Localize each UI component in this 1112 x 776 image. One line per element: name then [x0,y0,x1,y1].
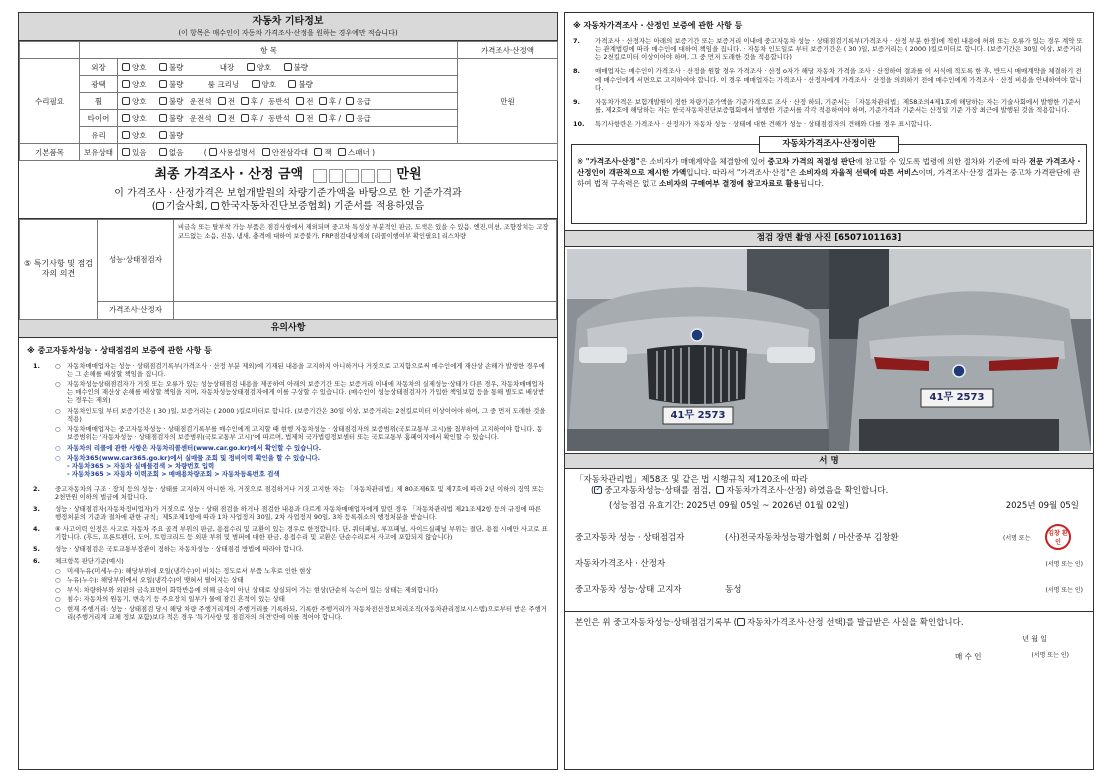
row-name: 외장 [80,59,118,76]
confirm-date: 년 월 일 [1022,634,1047,643]
row-name: 유리 [80,127,118,144]
recall-link[interactable]: 자동차의 리콜에 관한 사항은 자동차리콜센터(www.car.go.kr)에서 확인할 수 있습니다. [67,443,322,452]
etc-table [19,41,558,161]
checkbox[interactable] [241,114,249,122]
caution-item: 5. 성능 · 상태점검은 국토교통부장관이 정하는 자동차성능 · 상태점검 방법에 따라야 합니다. [33,544,304,553]
caution-item: 2. 중고자동차의 구조 · 장치 등의 성능 · 상태를 고지하지 아니한 자, 거짓으로 점검하거나 거짓 고지한 자는 「자동차관리법」제 80조제6호 및 제7호에 따라 2년 이하의 징역 또는 2천만원 이하의 벌금에 처합니다. [33,484,545,501]
checkbox[interactable] [319,114,327,122]
checkbox[interactable] [252,80,260,88]
checkbox[interactable] [319,97,327,105]
sign-row-pricer: 자동차가격조사 · 산정자 (서명 또는 인) [575,558,1083,569]
inspector-label: 성능·상태점검자 [98,219,174,301]
inspector-note: 비금속 또는 탈부착 가능 부품은 점검사항에서 제외되며 중고차 특성상 부분적인 판금, 도색은 있을 수 있음. 엔진,미션, 조향장치는 고장코드없는 소음, 진동, 냄새, 충격에 대하여 보증불가, FRP점검대상제외 [리콜이행여부 확인필요] 리스차량 [174,219,557,301]
checkbox[interactable] [284,63,292,71]
checkbox[interactable] [156,202,164,210]
checkbox[interactable] [288,80,296,88]
caution-item: 4. ⑥ 사고이력 인정은 사고로 자동차 주요 골격 부위의 판금, 용접수리 및 교환이 있는 경우로 한정합니다. 단, 쿼터패널, 루프패널, 사이드실패널 부위는 절단, 용접 시에만 사고로 표기합니다. (후드, 프론트펜더, 도어, 트렁크리드 등 외판 부위 및 범퍼에 대한 판금, 용접수리 및 교환은 단순수리로서 사고에 포함되지 않습니다) [33,524,548,541]
etc-subtitle: (이 항목은 매수인이 자동차 가격조사·산정을 원하는 경우에만 적습니다) [178,28,398,37]
sign-date: 2025년 09월 05일 [1005,500,1079,511]
row-name: 타이어 [80,110,118,127]
row-options: 양호 불량 [118,127,458,144]
amount-digit-box[interactable] [361,169,375,183]
checkbox[interactable] [159,63,167,71]
row-options: 양호 불량 운전석 전 후 / 동반석 전 후 / 응급 [118,93,458,110]
rear-car-image [829,249,1091,451]
amount-digit-box[interactable] [345,169,359,183]
checkbox[interactable] [241,97,249,105]
definition-block [565,136,1093,224]
pricer-label: 가격조사·산정자 [98,301,174,319]
row-name: 광택 [80,76,118,93]
checkbox[interactable] [122,148,130,156]
checkbox[interactable] [122,97,130,105]
checkbox-checked[interactable] [594,486,602,494]
amount-digit-box[interactable] [329,169,343,183]
row-name: 휠 [80,93,118,110]
checkbox[interactable] [122,63,130,71]
right-item: 10. 특기사항란은 가격조사 · 산정자가 자동차 성능 · 상태에 대한 견해가 성능 · 상태점검자의 견해와 다를 경우 표시합니다. [573,120,932,128]
caution-items [19,362,557,621]
caution-item: 1. ○ 자동차매매업자는 성능 · 상태점검기록부(가격조사 · 산정 부분 제외)에 기재된 내용을 고지하지 아니하거나 거짓으로 고지함으로써 매수인에게 재산상 손해가 발생한 경우에는 그 손해를 배상할 책임을 집니다. ○ 자동차성능상태점검자가 거짓 또는 오류가 있는 성능상태점검 내용을 제공하여 아래의 보증기간 또는 보증거리 이내에 자동차의 실제성능·상태가 다른 경우, 자동차매매업자는 매수인의 재산상 손해를 배상할 책임을 지며, 자동차성능상태점검자에게 이를 구상할 수 있습니다. (매수인이 성능상태점검자가 가입한 책임보험 등을 통해 별도로 배상받는 경우는 제외) ○ 자동차인도일 부터 보증기간은 ( 30 )일, 보증거리는 ( 2000 )킬로미터로 합니다. (보증기간은 30일 이상, 보증거리는 2천킬로미터 이상이어야 하며, 그 중 먼저 도래한 것을 적용) ○ 자동차매매업자는 중고자동차성능 · 상태점검기록부를 매수인에게 고지할 때 현행 자동차성능 · 상태점검자의 보증범위(국토교통부 고시)를 첨부하여 고지하여야 합니다. 동 보증범위는 '자동차성능 · 상태점검자의 보증범위(국토교통부 고시)'에 따르며, 법제처 국가법령정보센터 또는 국토교통부 홈페이지에서 확인할 수 있습니다. ○ 자동차의 리콜에 관한 사항은 자동차리콜센터(www.car.go.kr)에서 확인할 수 있습니다. ○ 자동차365(www.car365.go.kr)에서 실매물 조회 및 정비이력 확인을 할 수 있습니다. - 자동차365 > 자동차 실매물검색 > 차량번호 입력 - 자동차365 > 자동차 이력조회 > 매매용차량조회 > 자동차등록번호 검색 [33,361,546,479]
etc-header [19,13,557,41]
caution-item: 3. 성능 · 상태점검자(자동차정비업자)가 거짓으로 성능 · 상태 점검을 하거나 점검한 내용과 다르게 자동차매매업자에게 알린 경우 「자동차관리법 제21조제2항 등의 규정에 따른 행정처분의 기준과 절차에 관한 규칙」제5조제1항에 따라 1차 사업정지 30일, 2차 사업정지 90일, 3차 등록취소의 행정처분을 받습니다. [33,504,542,521]
caution-header: 유의사항 [19,320,557,338]
front-plate: 41무 2573 [670,409,726,421]
front-photo [567,249,829,451]
final-note-2: ( 기술사회, 한국자동차진단보증협회) 기준서를 적용하였음 [151,201,425,212]
caution-section-title: ※ 중고자동차성능 · 상태점검의 보증에 관한 사항 등 [27,345,212,355]
buyer-confirm [565,611,1093,661]
repair-label: 수리필요 [20,59,80,144]
checkbox[interactable] [159,131,167,139]
checkbox[interactable] [122,114,130,122]
right-item: 9. 자동차가격은 보험개발원이 정한 차량기준가액을 기준가격으로 조사 · 산정 하되, 기준서는 「자동차관리법」제58조의4제1호에 해당하는 자는 기술사회에서 발행한 기준서를, 제2호에 해당하는 자는 한국자동차진단보증협회에서 발행한 기준서를 각각 적용하여야 하며, 기준가격과 기준서는 산정일 기준 가장 최근에 발행된 것을 적용합니다. [573,97,1081,114]
checkbox[interactable] [122,131,130,139]
checkbox[interactable] [247,63,255,71]
rear-plate: 41무 2573 [929,391,985,403]
sign-header: 서 명 [565,453,1093,470]
right-item: 8. 매매업자는 매수인이 가격조사 · 산정을 원할 경우 가격조사 · 산정 o자가 해당 자동차 가격을 조사 · 산정하여 결과를 이 서식에 적도록 한 후, 반드시 매매계약을 체결하기 전에 매수인에게 서면으로 고지하여야 합니다. 이 경우 매매업자는 가격조사 · 산정자에게 가격조사 · 산정을 의뢰하기 전에 매수인에게 가격조사 · 산정 비용을 안내하여야 합니다. [573,67,1082,92]
row-options: 양호 불량 룸 크리닝 양호 불량 [118,76,458,93]
validity-period: (성능점검 유효기간: 2025년 09월 05일 ~ 2026년 01월 02일) [609,500,849,511]
special-table [19,219,557,320]
seal-stamp: 김창 환인 [1045,524,1071,550]
right-column [564,12,1094,770]
checkbox[interactable] [159,114,167,122]
checkbox[interactable] [737,618,745,626]
col-item: 항 목 [80,42,458,59]
pricer-note[interactable] [174,301,557,319]
row-options: 있음 없음 ( 사용설명서 안전삼각대 잭 스패너 ) [118,144,558,161]
sign-row-notifier: 중고자동차 성능·상태 고지자 동성 (서명 또는 인) [575,584,1083,595]
etc-title: 자동차 기타정보 [252,16,324,27]
final-price-unit: 만원 [396,167,422,183]
basic-label: 기본품목 [20,144,80,161]
unit-won: 만원 [458,59,558,144]
checkbox[interactable] [209,148,217,156]
final-note-1: 이 가격조사 · 산정가격은 보험개발원의 차량기준가액을 바탕으로 한 기준가격과 [114,187,462,199]
row-name: 보유상태 [80,144,118,161]
checkbox[interactable] [338,148,346,156]
definition-text: ※ "가격조사·산정"은 소비자가 매매계약을 체결함에 있어 중고차 가격의 적절성 판단에 참고할 수 있도록 법령에 의한 절차와 기준에 따라 전문 가격조사 · 산정인이 객관적으로 제시한 가액입니다. 따라서 "가격조사·산정"은 소비자의 자율적 선택에 따른 서비스이며, 가격조사·산정 결과는 중고차 가격판단에 관하여 법적 구속력은 없고 소비자의 구매여부 결정에 참고자료로 활용됩니다. [577,156,1081,188]
car365-link[interactable]: 자동차365(www.car365.go.kr)에서 실매물 조회 및 정비이력 확인을 할 수 있습니다. [67,454,321,463]
sign-line-1: 「자동차관리법」제58조 및 같은 법 시행규칙 제120조에 따라 [575,475,808,486]
right-items [565,37,1093,128]
checkbox[interactable] [211,202,219,210]
checkbox[interactable] [716,486,724,494]
checkbox[interactable] [159,148,167,156]
sign-row-inspector: 중고자동차 성능 · 상태점검자 (사)전국자동차성능평가협회 / 마산중부 김창환 (서명 또는 김창 환인 [565,525,1093,551]
final-price-label: 최종 가격조사 · 산정 금액 [154,167,304,183]
checkbox[interactable] [314,148,322,156]
definition-title: 자동차가격조사·산정이란 [759,136,899,153]
left-column [18,12,558,770]
row-options: 양호 불량 내장 양호 불량 [118,59,458,76]
photo-area [565,247,1093,453]
amount-digit-box[interactable] [313,169,327,183]
special-label: ⑤ 특기사항 및 점검자의 의견 [20,219,98,319]
right-section-title: ※ 자동차가격조사 · 산정인 보증에 관한 사항 등 [573,21,743,30]
checkbox[interactable] [296,114,304,122]
caution-item: 6. 체크항목 판단기준(예시) ○ 미세누유(미세누수): 해당부위에 오일(냉각수)이 비치는 정도로서 부품 노후로 인한 현상 ○ 누유(누수): 해당부위에서 오일(냉각수)이 맺혀서 떨어지는 상태 ○ 부식: 차량하부와 외판의 금속표면이 화학반응에 의해 금속이 아닌 상태로 상실되어 가는 현상(단순히 녹슨어 있는 상태는 제외합니다) ○ 침수: 자동차의 원동기, 변속기 등 주요장치 일부가 물에 잠긴 흔적이 있는 상태 ○ 현재 주행거리: 성능 · 상태점검 당시 해당 차량 주행거리계의 주행거리를 기록하되, 기록한 주행거리가 자동차전산정보처리조직(자동차관리정보시스템)으로부터 받은 주행거리(주행거리계 교체 정보 포함)보다 적은 경우 '특기사항 및 점검자의 의견'란에 이를 적어야 합니다. [33,556,547,621]
buyer-row: 매 수 인 (서명 또는 인) [955,651,1069,661]
checkbox[interactable] [159,97,167,105]
validity-line [565,497,1093,512]
checkbox[interactable] [159,80,167,88]
checkbox[interactable] [122,80,130,88]
checkbox[interactable] [262,148,270,156]
checkbox[interactable] [296,97,304,105]
final-price-box [19,161,557,218]
sign-line-2: (✓ 중고자동차성능·상태를 점검, 자동차가격조사·산정) 하였음을 확인합니다. [565,486,1093,497]
checkbox[interactable] [218,97,226,105]
checkbox[interactable] [346,97,354,105]
checkbox[interactable] [346,114,354,122]
row-options: 양호 불량 운전석 전 후 / 동반석 전 후 / 응급 [118,110,458,127]
photo-header: 점검 장면 촬영 사진 [6507101163] [565,230,1093,247]
rear-photo [829,249,1091,451]
amount-digit-box[interactable] [377,169,391,183]
right-item: 7. 가격조사 · 산정자는 아래의 보증기간 또는 보증거리 이내에 중고자동차 성능 · 상태점검기록부(가격조사 · 산정 부분 한정)에 적힌 내용에 허위 또는 오류가 있는 경우 계약 또는 관계법령에 따라 매수인에 대하여 책임을 집니다. · 자동차 인도일로 부터 보증기간은 ( 30 )일, 보증거리는 ( 2000 )킬로미터로 합니다. (보증기간은 30일 이상, 보증거리는 2천킬로미터 이상이어야 하며, 그 중 먼저 도래한 것을 적용합니다) [573,37,1083,62]
col-price: 가격조사·산정액 [458,42,558,59]
confirm-text: 본인은 위 중고자동차성능·상태점검기록부 ( 자동차가격조사·산정 선택)를 발급받은 사실을 확인합니다. [575,618,964,629]
checkbox[interactable] [218,114,226,122]
